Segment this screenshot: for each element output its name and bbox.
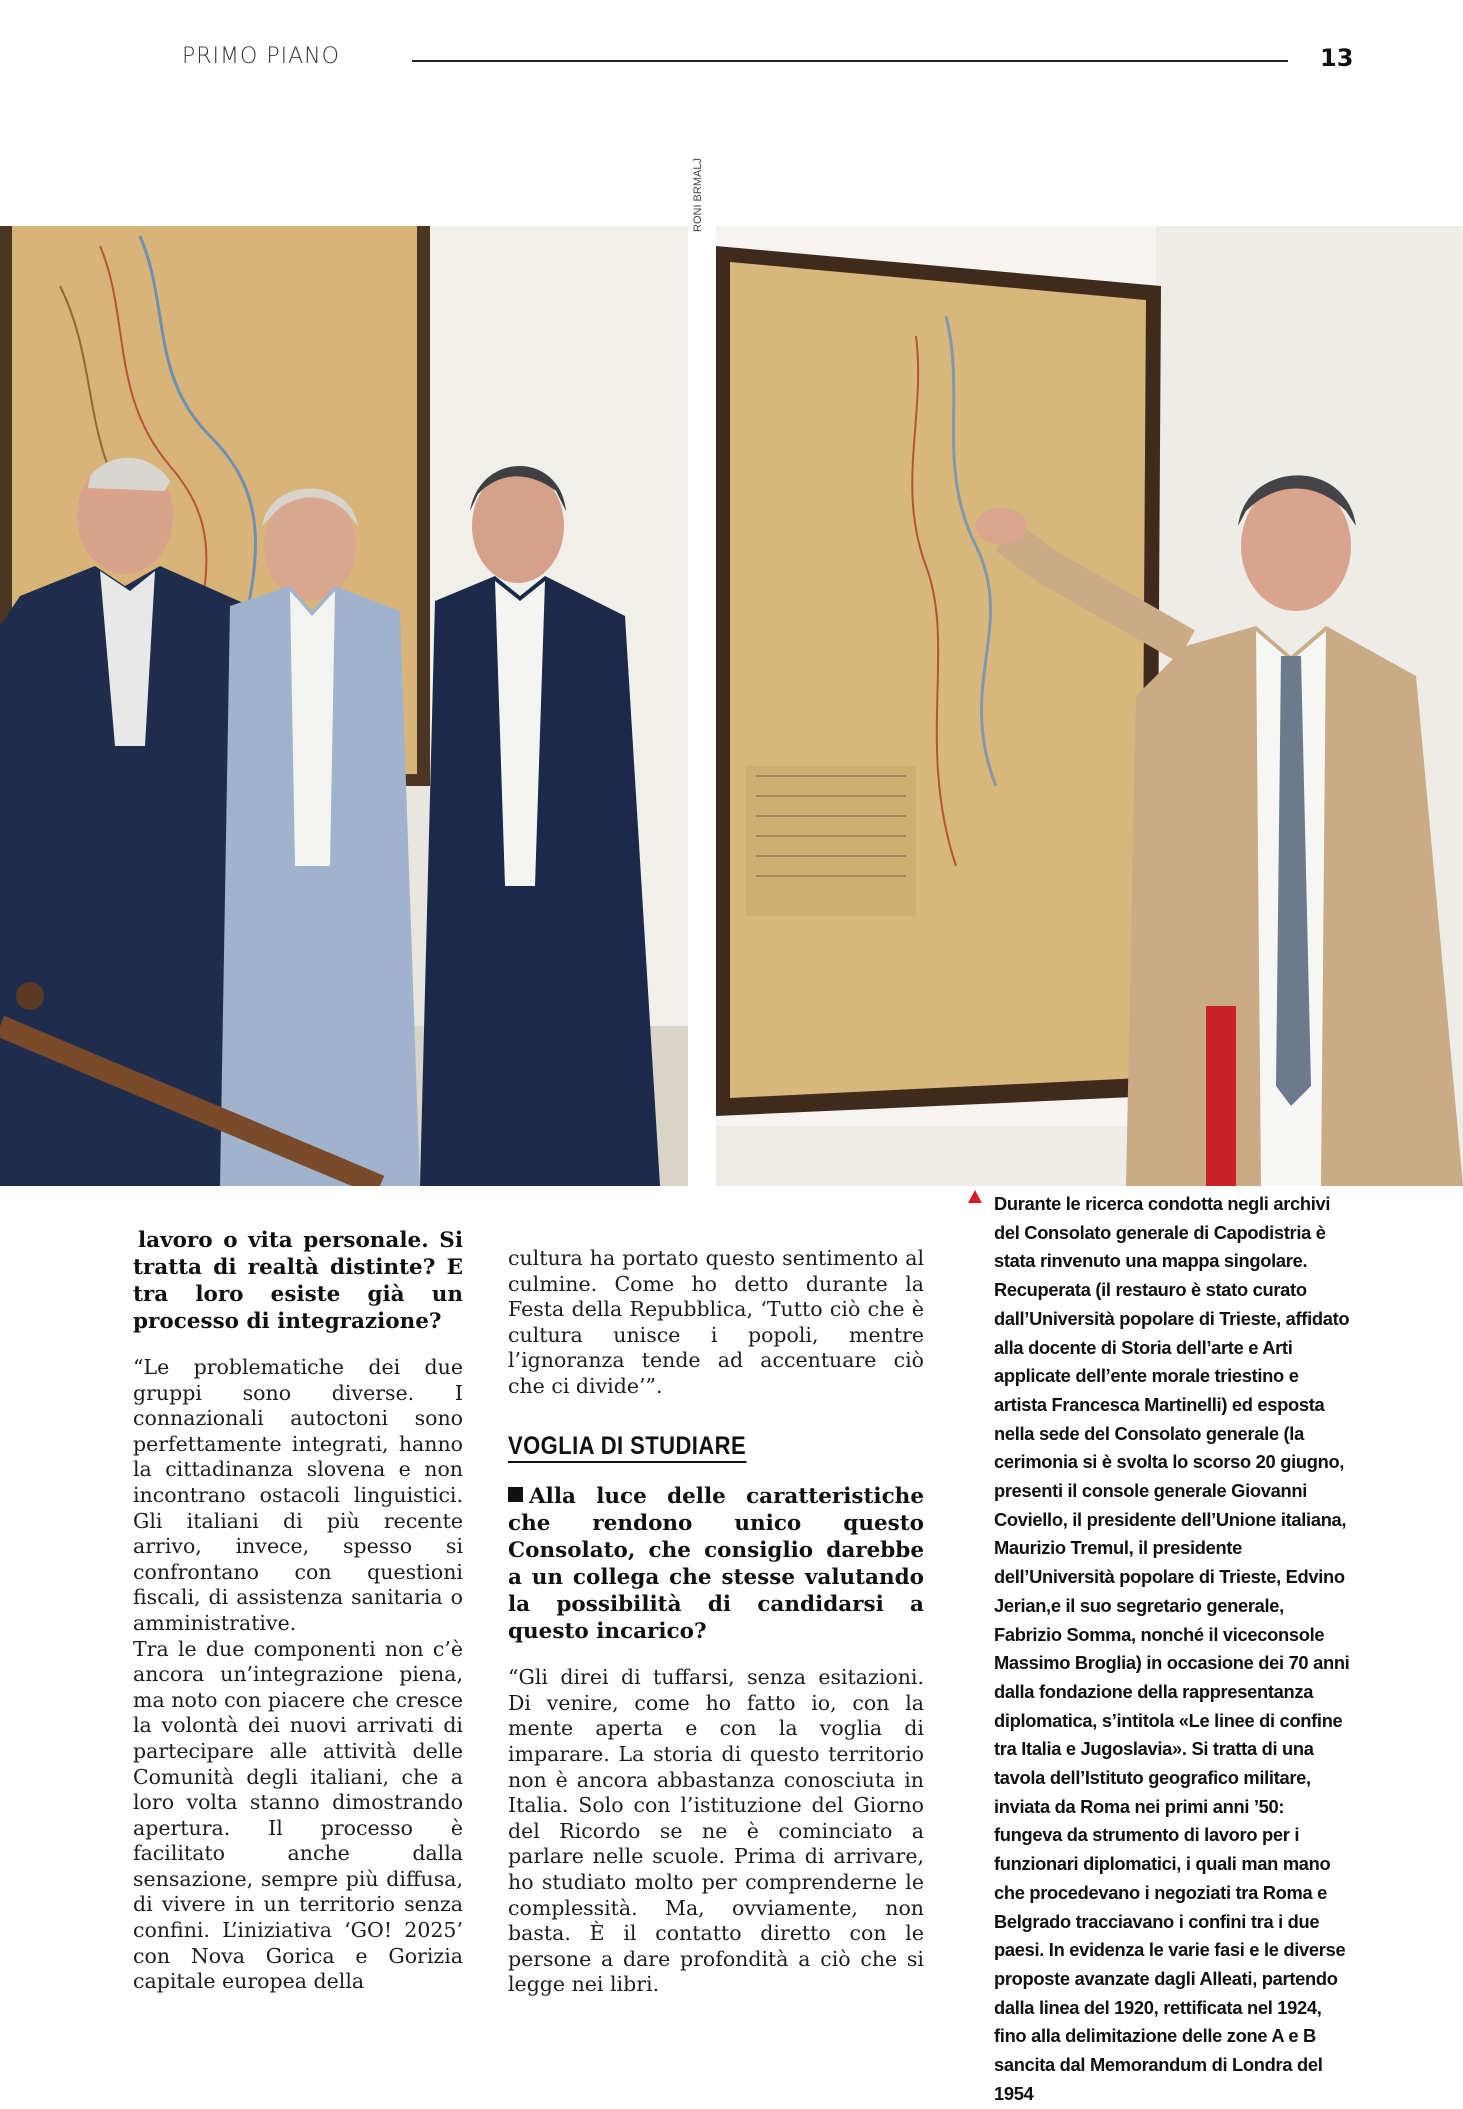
photo-right: [716, 226, 1463, 1186]
col1-answer-paragraph-1: “Le problematiche dei due gruppi sono diverse. I connazionali autoctoni sono perfettamente integrati, hanno la cittadinanza slovena e non incontrano ostacoli linguistici. Gli italiani di più recente arrivo, invece, spesso si confrontano con questioni fiscali, di assistenza sanitaria o amministrative.: [133, 1355, 463, 1635]
col2-question: [508, 1483, 924, 1645]
caption-arrow-icon: [968, 1190, 982, 1203]
col1-answer-paragraph-2: Tra le due componenti non c’è ancora un’integrazione piena, ma noto con piacere che cresce la volontà dei nuovi arrivati di partecipare alle attività delle Comunità degli italiani, che a loro volta stanno dimostrando apertura. Il processo è facilitato anche dalla sensazione, sempre più diffusa, di vivere in un territorio senza confini. L’iniziativa ‘GO! 2025’ con Nova Gorica e Gorizia capitale europea della: [133, 1636, 463, 1994]
col1-question: lavoro o vita personale. Si tratta di realtà distinte? E tra loro esiste già un processo di integrazione?: [133, 1228, 463, 1334]
header-rule: [412, 60, 1288, 62]
subheading: VOGLIA DI STUDIARE: [508, 1434, 746, 1464]
col2-continuation: cultura ha portato questo sentimento al culmine. Come ho detto durante la Festa della Repubblica, ‘Tutto ciò che è cultura unisce i popoli, mentre l’ignoranza tende ad accentuare ciò che ci divide’”.: [508, 1246, 924, 1398]
photo-credit: RONI BRMALJ: [692, 158, 704, 232]
column-1: [133, 1227, 463, 1995]
page-number: 13: [1320, 44, 1354, 72]
column-2: [508, 1246, 924, 1998]
col2-question-text: Alla luce delle caratteristiche che rendono unico questo Consolato, che consiglio darebbe a un collega che stesse valutando la possibilità di candidarsi a questo incarico?: [508, 1484, 924, 1645]
photo-right-image: [716, 226, 1463, 1186]
bullet-square-icon: [508, 1487, 523, 1502]
col2-answer: “Gli direi di tuffarsi, senza esitazioni. Di venire, come ho fatto io, con la mente aperta e con la voglia di imparare. La storia di questo territorio non è ancora abbastanza conosciuta in Italia. Solo con l’istituzione del Giorno del Ricordo se ne è cominciato a parlare nelle scuole. Prima di arrivare, ho studiato molto per comprenderne le complessità. Ma, ovviamente, non basta. È il contatto diretto con le persone a dare profondità a ciò che si legge nei libri.: [508, 1665, 924, 1997]
photo-left: [0, 226, 688, 1186]
photo-caption: Durante le ricerca condotta negli archivi del Consolato generale di Capodistria è stata rinvenuto una mappa singolare. Recuperata (il restauro è stato curato dall’Università popolare di Trieste, affidato alla docente di Storia dell’arte e Arti applicate dell’ente morale triestino e artista Francesca Martinelli) ed esposta nella sede del Consolato generale (la cerimonia si è svolta lo scorso 20 giugno, presenti il console generale Giovanni Coviello, il presidente dell’Unione italiana, Maurizio Tremul, il presidente dell’Università popolare di Trieste, Edvino Jerian,e il suo segretario generale, Fabrizio Somma, nonché il viceconsole Massimo Broglia) in occasione dei 70 anni dalla fondazione della rappresentanza diplomatica, s’intitola «Le linee di confine tra Italia e Jugoslavia». Si tratta di una tavola dell’Istituto geografico militare, inviata da Roma nei primi anni ’50: fungeva da strumento di lavoro per i funzionari diplomatici, i quali man mano che procedevano i negoziati tra Roma e Belgrado tracciavano i confini tra i due paesi. In evidenza le varie fasi e le diverse proposte avanzate dagli Alleati, partendo dalla linea del 1920, rettificata nel 1924, fino alla delimitazione delle zone A e B sancita dal Memorandum di Londra del 1954: [994, 1193, 1350, 2104]
photo-left-image: [0, 226, 688, 1186]
section-label: PRIMO PIANO: [182, 44, 340, 69]
